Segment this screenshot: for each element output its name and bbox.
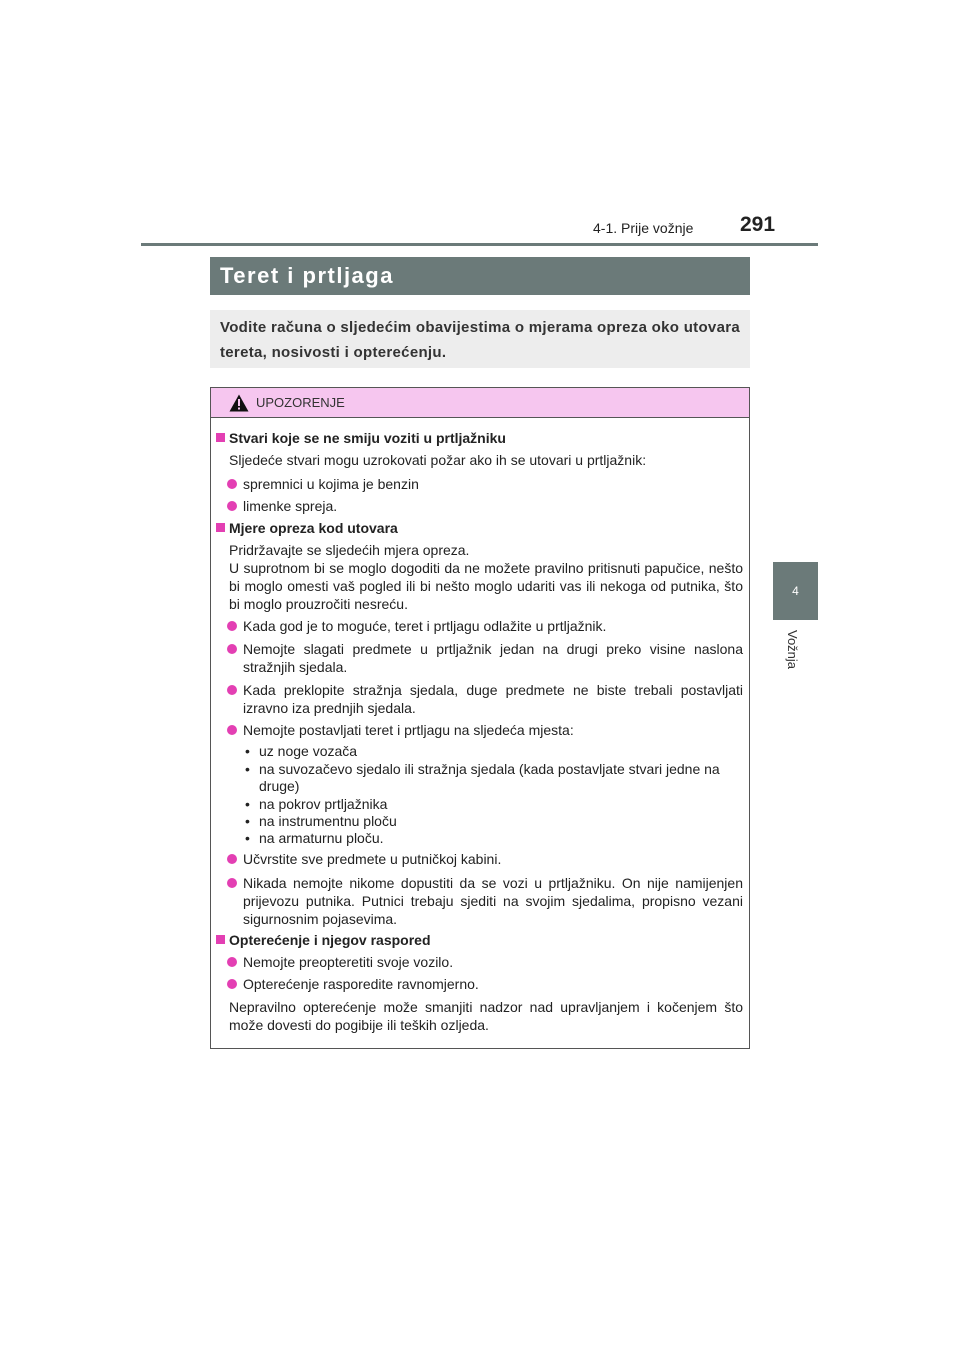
paragraph: Pridržavajte se sljedećih mjera opreza. xyxy=(229,542,470,558)
list-item: Učvrstite sve predmete u putničkoj kabini. xyxy=(227,850,743,868)
circle-bullet-icon xyxy=(227,621,237,631)
page-title: Teret i prtljaga xyxy=(220,263,394,288)
list-item: Kada preklopite stražnja sjedala, duge predmete ne biste trebali postavljati izravno iza prednjih sjedala. xyxy=(227,681,743,717)
square-bullet-icon xyxy=(216,433,225,442)
header-section-title: 4-1. Prije vožnje xyxy=(593,220,694,236)
sub-list-item: • na suvozačevo sjedalo ili stražnja sjedala (kada postavljate stvari jedne na druge) xyxy=(245,761,720,794)
sub-list-item: • na armaturnu ploču. xyxy=(245,830,384,846)
sub-list-item: • uz noge vozača xyxy=(245,743,358,759)
square-bullet-icon xyxy=(216,935,225,944)
chapter-number: 4 xyxy=(792,584,799,598)
warning-header xyxy=(211,388,749,418)
paragraph: Nepravilno opterećenje može smanjiti nadzor nad upravljanjem i kočenjem što može dovesti do pogibije ili teških ozljeda. xyxy=(229,999,743,1033)
square-bullet-icon xyxy=(216,523,225,532)
section-heading: Mjere opreza kod utovara xyxy=(216,520,398,536)
warning-triangle-icon xyxy=(229,394,249,412)
sub-list-item: • na pokrov prtljažnika xyxy=(245,796,388,812)
list-item: Nemojte slagati predmete u prtljažnik jedan na drugi preko visine naslona stražnjih sjedala. xyxy=(227,640,743,676)
list-item: Nemojte postavljati teret i prtljagu na sljedeća mjesta: xyxy=(227,721,743,739)
list-item: Kada god je to moguće, teret i prtljagu odlažite u prtljažnik. xyxy=(227,617,743,635)
chapter-label: Vožnja xyxy=(785,630,800,670)
circle-bullet-icon xyxy=(227,644,237,654)
intro-box xyxy=(210,310,750,368)
sub-list-item: • na instrumentnu ploču xyxy=(245,813,397,829)
list-item: Opterećenje rasporedite ravnomjerno. xyxy=(227,975,743,993)
circle-bullet-icon xyxy=(227,501,237,511)
title-bar xyxy=(210,257,750,295)
circle-bullet-icon xyxy=(227,725,237,735)
circle-bullet-icon xyxy=(227,854,237,864)
list-item: Nikada nemojte nikome dopustiti da se vozi u prtljažniku. On nije namijenjen prijevozu putnika. Putnici trebaju sjediti na svojim sjedalima, propisno vezani sigurnosnim pojasevima. xyxy=(227,874,743,928)
warning-box xyxy=(210,387,750,1049)
intro-text: Vodite računa o sljedećim obavijestima o mjerama opreza oko utovara tereta, nosivosti i opterećenju. xyxy=(220,319,740,361)
list-item: limenke spreja. xyxy=(227,497,743,515)
circle-bullet-icon xyxy=(227,979,237,989)
header-rule xyxy=(141,243,818,246)
list-item: Nemojte preopteretiti svoje vozilo. xyxy=(227,953,743,971)
page-number: 291 xyxy=(740,213,776,236)
warning-label: UPOZORENJE xyxy=(256,395,345,410)
list-item: spremnici u kojima je benzin xyxy=(227,475,743,493)
circle-bullet-icon xyxy=(227,685,237,695)
circle-bullet-icon xyxy=(227,479,237,489)
paragraph: Sljedeće stvari mogu uzrokovati požar ako ih se utovari u prtljažnik: xyxy=(229,452,647,468)
section-heading: Opterećenje i njegov raspored xyxy=(216,932,431,948)
paragraph: U suprotnom bi se moglo dogoditi da ne možete pravilno pritisnuti papučice, nešto bi moglo omesti vaš pogled ili bi nešto moglo udariti vas ili nekoga od putnika, što bi moglo prouzročiti nesreću. xyxy=(229,560,743,612)
section-heading: Stvari koje se ne smiju voziti u prtljažniku xyxy=(216,430,506,446)
circle-bullet-icon xyxy=(227,878,237,888)
circle-bullet-icon xyxy=(227,957,237,967)
chapter-tab xyxy=(773,562,818,620)
